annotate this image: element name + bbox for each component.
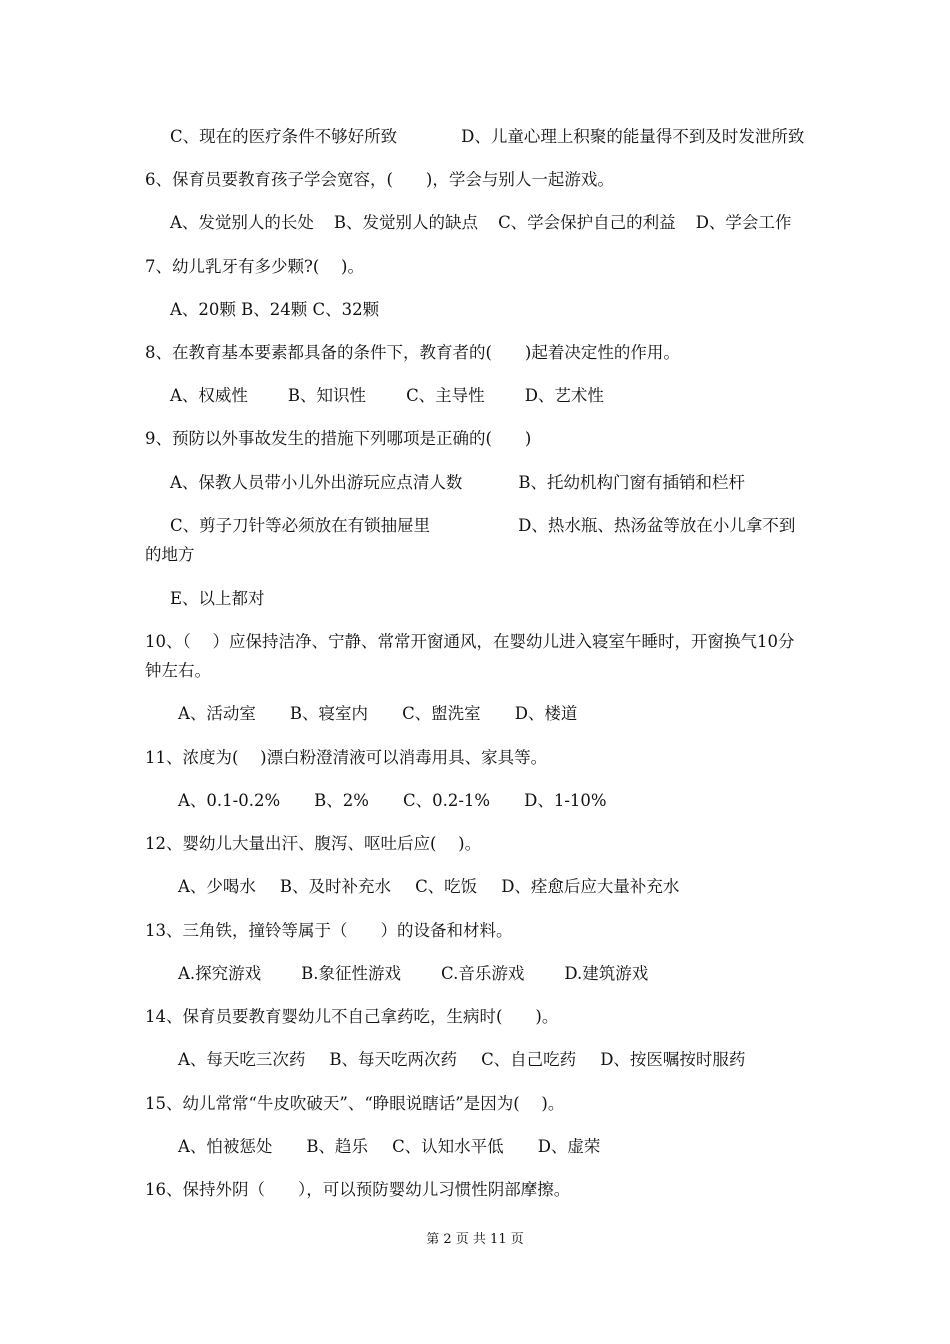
- question-9-options-cd: [170, 516, 795, 536]
- option-a: A、0.1-0.2%: [178, 791, 281, 810]
- question-15-options: [178, 1137, 600, 1157]
- question-12-options: [178, 877, 679, 897]
- page-footer: 第 2 页 共 11 页: [426, 1232, 524, 1247]
- option-c: C、主导性: [406, 386, 485, 405]
- option-c: C、自己吃药: [481, 1050, 577, 1069]
- question-10-continued: 钟左右。: [145, 661, 211, 680]
- option-c: C、剪子刀针等必须放在有锁抽屉里: [170, 516, 431, 535]
- question-7: 7、幼儿乳牙有多少颗?( )。: [145, 257, 364, 276]
- question-13-options: [178, 964, 648, 984]
- option-d: D、热水瓶、热汤盆等放在小儿拿不到: [518, 516, 796, 535]
- option-c: C、吃饭: [415, 877, 478, 896]
- q5-options-cd: [170, 127, 804, 147]
- option-c: C、现在的医疗条件不够好所致: [170, 127, 398, 146]
- option-b: B、趋乐: [306, 1137, 369, 1156]
- question-13: 13、三角铁，撞铃等属于（ ）的设备和材料。: [145, 921, 513, 940]
- option-a: A、权威性: [170, 386, 248, 405]
- option-b: B、及时补充水: [279, 877, 392, 896]
- option-b: B、寝室内: [289, 704, 369, 723]
- question-9: 9、预防以外事故发生的措施下列哪项是正确的( ): [145, 429, 532, 448]
- option-d: D、儿童心理上积聚的能量得不到及时发泄所致: [461, 127, 805, 146]
- option-c: C、学会保护自己的利益: [498, 213, 676, 232]
- option-a: A、发觉别人的长处: [170, 213, 314, 232]
- question-9-options-ab: [170, 473, 745, 493]
- question-10: 10、（ ）应保持洁净、宁静、常常开窗通风，在婴幼儿进入寝室午睡时，开窗换气10分: [145, 632, 795, 651]
- option-a: A.探究游戏: [178, 964, 262, 983]
- option-b: B.象征性游戏: [301, 964, 402, 983]
- option-a: A、怕被惩处: [178, 1137, 273, 1156]
- option-d: D、1-10%: [524, 791, 607, 810]
- option-d: D、虚荣: [537, 1137, 601, 1156]
- question-8: 8、在教育基本要素都具备的条件下，教育者的( )起着决定性的作用。: [145, 343, 680, 362]
- question-9-option-e: E、以上都对: [170, 589, 265, 608]
- option-b: B、托幼机构门窗有插销和栏杆: [518, 473, 746, 492]
- option-c: C、盥洗室: [402, 704, 481, 723]
- option-c: C.音乐游戏: [441, 964, 525, 983]
- option-a: A、保教人员带小儿外出游玩应点清人数: [170, 473, 463, 492]
- question-11-options: [178, 791, 607, 811]
- question-14: 14、保育员要教育婴幼儿不自己拿药吃，生病时( )。: [145, 1007, 559, 1026]
- question-15: 15、幼儿常常“牛皮吹破天”、“睁眼说瞎话”是因为( )。: [145, 1094, 565, 1113]
- option-d: D.建筑游戏: [564, 964, 649, 983]
- option-a: A、活动室: [178, 704, 256, 723]
- option-a: A、少喝水: [178, 877, 256, 896]
- option-d: D、痊愈后应大量补充水: [501, 877, 680, 896]
- question-6-options: [170, 213, 791, 233]
- option-d: D、学会工作: [695, 213, 792, 232]
- option-d: D、艺术性: [524, 386, 604, 405]
- option-b: B、2%: [314, 791, 369, 810]
- option-c: C、认知水平低: [392, 1137, 504, 1156]
- question-11: 11、浓度为( )漂白粉澄清液可以消毒用具、家具等。: [145, 748, 548, 767]
- question-7-options: A、20颗 B、24颗 C、32颗: [170, 300, 380, 319]
- question-16: 16、保持外阴（ ），可以预防婴幼儿习惯性阴部摩擦。: [145, 1180, 571, 1199]
- question-14-options: [178, 1050, 745, 1070]
- option-b: B、每天吃两次药: [329, 1050, 458, 1069]
- option-d: D、按医嘱按时服药: [600, 1050, 746, 1069]
- option-a: A、每天吃三次药: [178, 1050, 306, 1069]
- question-8-options: [170, 386, 604, 406]
- question-10-options: [178, 704, 577, 724]
- option-b: B、发觉别人的缺点: [333, 213, 479, 232]
- option-c: C、0.2-1%: [402, 791, 491, 810]
- option-d: D、楼道: [514, 704, 578, 723]
- question-6: 6、保育员要教育孩子学会宽容，( )，学会与别人一起游戏。: [145, 170, 614, 189]
- question-12: 12、婴幼儿大量出汗、腹泻、呕吐后应( )。: [145, 834, 482, 853]
- option-b: B、知识性: [287, 386, 367, 405]
- question-9-option-d-continued: 的地方: [145, 545, 195, 564]
